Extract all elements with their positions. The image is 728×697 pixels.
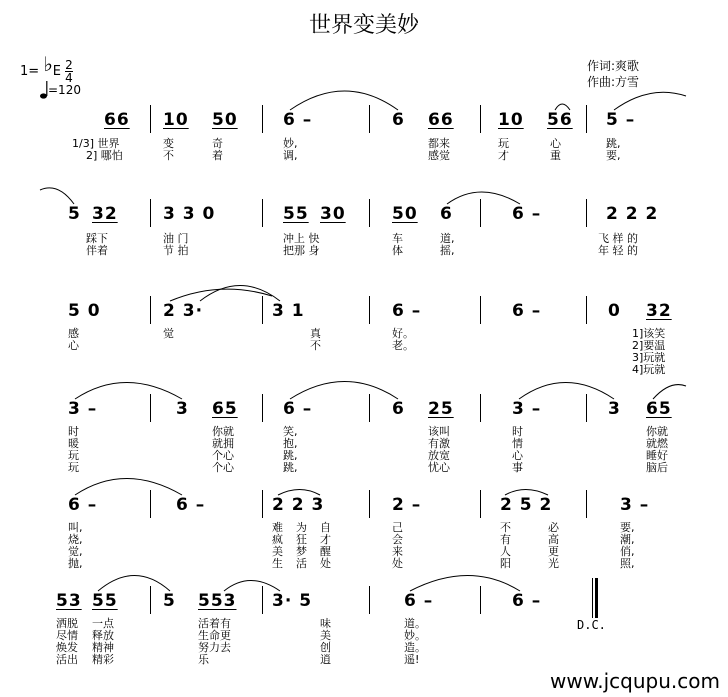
lyric: 心	[550, 137, 561, 150]
barline	[369, 586, 370, 614]
lyric: 4]玩就	[632, 363, 666, 376]
lyric: 心	[68, 339, 79, 352]
note-group: 3	[176, 399, 189, 419]
lyric: 脑后	[646, 461, 668, 474]
barline	[150, 199, 151, 227]
lyric: 活出	[56, 653, 78, 666]
lyric: 高	[548, 533, 559, 546]
lyric: 必	[548, 521, 559, 534]
time-bottom: 4	[65, 71, 73, 85]
lyric: 活	[296, 557, 307, 570]
lyric: 阳	[500, 557, 511, 570]
lyricist: 作词:爽歌	[587, 59, 640, 73]
barline	[480, 105, 481, 133]
lyric: 时	[68, 425, 79, 438]
song-title: 世界变美妙	[308, 13, 419, 38]
note-group: 6 –	[404, 591, 434, 611]
note-group: 32	[646, 301, 672, 321]
note-group: 2 5 2	[500, 495, 553, 515]
lyric: 1]该笑	[632, 327, 666, 340]
slur	[75, 479, 182, 496]
barline	[262, 296, 263, 324]
lyric: 放宽	[428, 449, 450, 462]
lyric: 生命更	[198, 629, 231, 642]
lyric: 要,	[606, 149, 621, 162]
lyric: 玩	[68, 449, 79, 462]
lyric: 就燃	[646, 437, 668, 450]
lyric: 造。	[404, 641, 426, 654]
note-group: 0	[608, 301, 621, 321]
lyric: 才	[498, 149, 509, 162]
barline	[480, 199, 481, 227]
lyric: 一点	[92, 617, 114, 630]
lyric: 真	[310, 327, 321, 340]
lyric: 调,	[283, 149, 298, 162]
lyric: 努力去	[198, 641, 231, 654]
lyric: 节 拍	[163, 244, 189, 257]
lyric: 有	[500, 533, 511, 546]
lyric: 时	[512, 425, 523, 438]
note-group: 3 –	[68, 399, 98, 419]
note-group: 65	[212, 399, 238, 419]
lyric: 把那 身	[283, 244, 320, 257]
lyric: 才	[320, 533, 331, 546]
slur	[200, 286, 280, 302]
time-top: 2	[65, 58, 73, 72]
lyric: 妙。	[404, 629, 426, 642]
barline	[262, 586, 263, 614]
barline	[150, 394, 151, 422]
lyric: 觉	[163, 327, 174, 340]
composer: 作曲:方雪	[587, 75, 640, 89]
note-group: 50	[392, 204, 418, 224]
lyric: 跳,	[283, 461, 298, 474]
barline	[369, 490, 370, 518]
lyric: 照,	[620, 557, 635, 570]
barline	[586, 199, 587, 227]
note-group: 3· 5	[272, 591, 313, 611]
slur	[614, 92, 686, 110]
note-group: 6 –	[283, 110, 313, 130]
lyric: 遥!	[404, 653, 420, 666]
lyric: 梦	[296, 545, 307, 558]
note-group: 3 3 0	[163, 204, 216, 224]
lyric: 你就	[646, 425, 668, 438]
lyric: 释放	[92, 629, 114, 642]
slur	[410, 576, 520, 592]
lyric: 觉,	[68, 545, 83, 558]
lyric: 尽情	[56, 629, 78, 642]
lyric: 疯	[272, 533, 283, 546]
lyric: 个心	[212, 461, 234, 474]
lyric: 事	[512, 461, 523, 474]
lyric: 心	[512, 449, 523, 462]
da-capo-marking: D.C.	[577, 618, 606, 632]
note-group: 5 0	[68, 301, 101, 321]
lyric: 该叫	[428, 425, 450, 438]
final-barline-thick	[595, 578, 598, 618]
lyric: 潮,	[620, 533, 635, 546]
lyric: 难	[272, 521, 283, 534]
note-group: 2 2 3	[272, 495, 325, 515]
lyric: 人	[500, 545, 511, 558]
barline	[150, 586, 151, 614]
lyric: 烧,	[68, 533, 83, 546]
lyric: 美	[272, 545, 283, 558]
lyric: 感	[68, 327, 79, 340]
lyric: 油 门	[163, 232, 189, 245]
note-group: 10	[163, 110, 189, 130]
credits	[587, 58, 639, 90]
lyric: 跳,	[606, 137, 621, 150]
lyric: 光	[548, 557, 559, 570]
lyric: 暖	[68, 437, 79, 450]
barline	[150, 490, 151, 518]
note-group: 25	[428, 399, 454, 419]
slur	[98, 576, 170, 592]
note-group: 3 –	[620, 495, 650, 515]
note-group: 2 3·	[163, 301, 204, 321]
lyric: 味	[320, 617, 331, 630]
lyric: 飞 样 的	[598, 232, 638, 245]
lyric: 创	[320, 641, 331, 654]
lyric: 感觉	[428, 149, 450, 162]
lyric: 个心	[212, 449, 234, 462]
barline	[150, 296, 151, 324]
lyric: 自	[320, 521, 331, 534]
note-group: 6 –	[512, 204, 542, 224]
note-group: 3 –	[512, 399, 542, 419]
note-group: 5	[68, 204, 81, 224]
lyric: 不	[310, 339, 321, 352]
note-group: 66	[428, 110, 454, 130]
lyric: 重	[550, 149, 561, 162]
lyric: 己	[392, 521, 403, 534]
note-group: 53	[56, 591, 82, 611]
barline	[480, 394, 481, 422]
lyric: 伴着	[86, 244, 108, 257]
lyric: 就拥	[212, 437, 234, 450]
note-group: 6 –	[512, 301, 542, 321]
lyric: 你就	[212, 425, 234, 438]
lyric: 叫,	[68, 521, 83, 534]
note-group: 55	[92, 591, 118, 611]
note-group: 5 –	[606, 110, 636, 130]
lyric: 美	[320, 629, 331, 642]
lyric: 精神	[92, 641, 114, 654]
note-group: 10	[498, 110, 524, 130]
note-group: 5	[163, 591, 176, 611]
lyric: 精彩	[92, 653, 114, 666]
barline	[262, 490, 263, 518]
barline	[586, 296, 587, 324]
lyric: 俏,	[620, 545, 635, 558]
lyric: 玩	[68, 461, 79, 474]
lyric: 不	[500, 521, 511, 534]
lyric: 老。	[392, 339, 414, 352]
key-letter: E	[52, 64, 61, 79]
barline	[369, 296, 370, 324]
lyric: 生	[272, 557, 283, 570]
barline	[262, 199, 263, 227]
lyric: 体	[392, 244, 403, 257]
note-group: 65	[646, 399, 672, 419]
note-group: 3 1	[272, 301, 305, 321]
lyric: 情	[512, 437, 523, 450]
lyric: 处	[320, 557, 331, 570]
lyric: 醒	[320, 545, 331, 558]
note-group: 30	[320, 204, 346, 224]
slur	[40, 188, 74, 204]
lyric: 3]玩就	[632, 351, 666, 364]
lyric: 变	[163, 137, 174, 150]
note-group: 2 2 2	[606, 204, 659, 224]
lyric: 要,	[620, 521, 635, 534]
lyric: 冲上 快	[283, 232, 320, 245]
barline	[262, 105, 263, 133]
lyric: 狂	[296, 533, 307, 546]
lyric: 逍	[320, 653, 331, 666]
lyric: 处	[392, 557, 403, 570]
lyric: 乐	[198, 653, 209, 666]
barline	[480, 296, 481, 324]
lyric: 车	[392, 232, 403, 245]
lyric: 焕发	[56, 641, 78, 654]
lyric: 活着有	[198, 617, 231, 630]
lyric: 着	[212, 149, 223, 162]
slur	[75, 383, 182, 400]
note-group: 2 –	[392, 495, 422, 515]
slur	[290, 91, 398, 110]
note-group: 6 –	[283, 399, 313, 419]
quarter-note-icon	[40, 80, 48, 100]
barline	[369, 199, 370, 227]
note-group: 56	[547, 110, 573, 130]
lyric: 2] 哪怕	[86, 149, 123, 162]
lyric: 都来	[428, 137, 450, 150]
lyric: 洒脱	[56, 617, 78, 630]
lyric: 来	[392, 545, 403, 558]
lyric: 玩	[498, 137, 509, 150]
note-group: 6	[440, 204, 453, 224]
note-group: 50	[212, 110, 238, 130]
note-group: 3	[608, 399, 621, 419]
lyric: 摇,	[440, 244, 455, 257]
tempo-marking: =120	[48, 83, 81, 97]
lyric: 抛,	[68, 557, 83, 570]
slur	[224, 581, 280, 592]
slur	[653, 385, 686, 399]
barline	[586, 394, 587, 422]
lyric: 好。	[392, 327, 414, 340]
lyric: 奇	[212, 137, 223, 150]
time-signature	[65, 59, 73, 84]
lyric: 会	[392, 533, 403, 546]
slur	[170, 289, 272, 301]
note-group: 6 –	[176, 495, 206, 515]
final-barline-thin	[592, 578, 593, 618]
lyric: 道。	[404, 617, 426, 630]
barline	[369, 394, 370, 422]
lyric: 不	[163, 149, 174, 162]
slur	[519, 383, 614, 400]
lyric: 笑,	[283, 425, 298, 438]
note-group: 6	[392, 110, 405, 130]
lyric: 踩下	[86, 232, 108, 245]
barline	[262, 394, 263, 422]
lyric: 跳,	[283, 449, 298, 462]
watermark: www.jcqupu.com	[550, 669, 720, 693]
barline	[586, 105, 587, 133]
note-group: 553	[198, 591, 237, 611]
lyric: 睡好	[646, 449, 668, 462]
flat-icon: ♭	[43, 52, 53, 76]
barline	[480, 586, 481, 614]
lyric: 抱,	[283, 437, 298, 450]
lyric: 为	[296, 521, 307, 534]
lyric: 更	[548, 545, 559, 558]
note-group: 6 –	[392, 301, 422, 321]
lyric: 有激	[428, 437, 450, 450]
lyric: 2]要温	[632, 339, 666, 352]
barline	[369, 105, 370, 133]
key-prefix: 1=	[20, 64, 40, 79]
barline	[586, 490, 587, 518]
barline	[150, 105, 151, 133]
note-group: 6 –	[512, 591, 542, 611]
lyric: 年 轻 的	[598, 244, 638, 257]
lyric: 忧心	[428, 461, 450, 474]
note-group: 55	[283, 204, 309, 224]
lyric: 1/3] 世界	[72, 137, 120, 150]
note-group: 66	[104, 110, 130, 130]
note-group: 32	[92, 204, 118, 224]
slur	[290, 382, 398, 400]
lyric: 道,	[440, 232, 455, 245]
slur	[447, 192, 520, 204]
lyric: 妙,	[283, 137, 298, 150]
note-group: 6	[392, 399, 405, 419]
barline	[480, 490, 481, 518]
note-group: 6 –	[68, 495, 98, 515]
